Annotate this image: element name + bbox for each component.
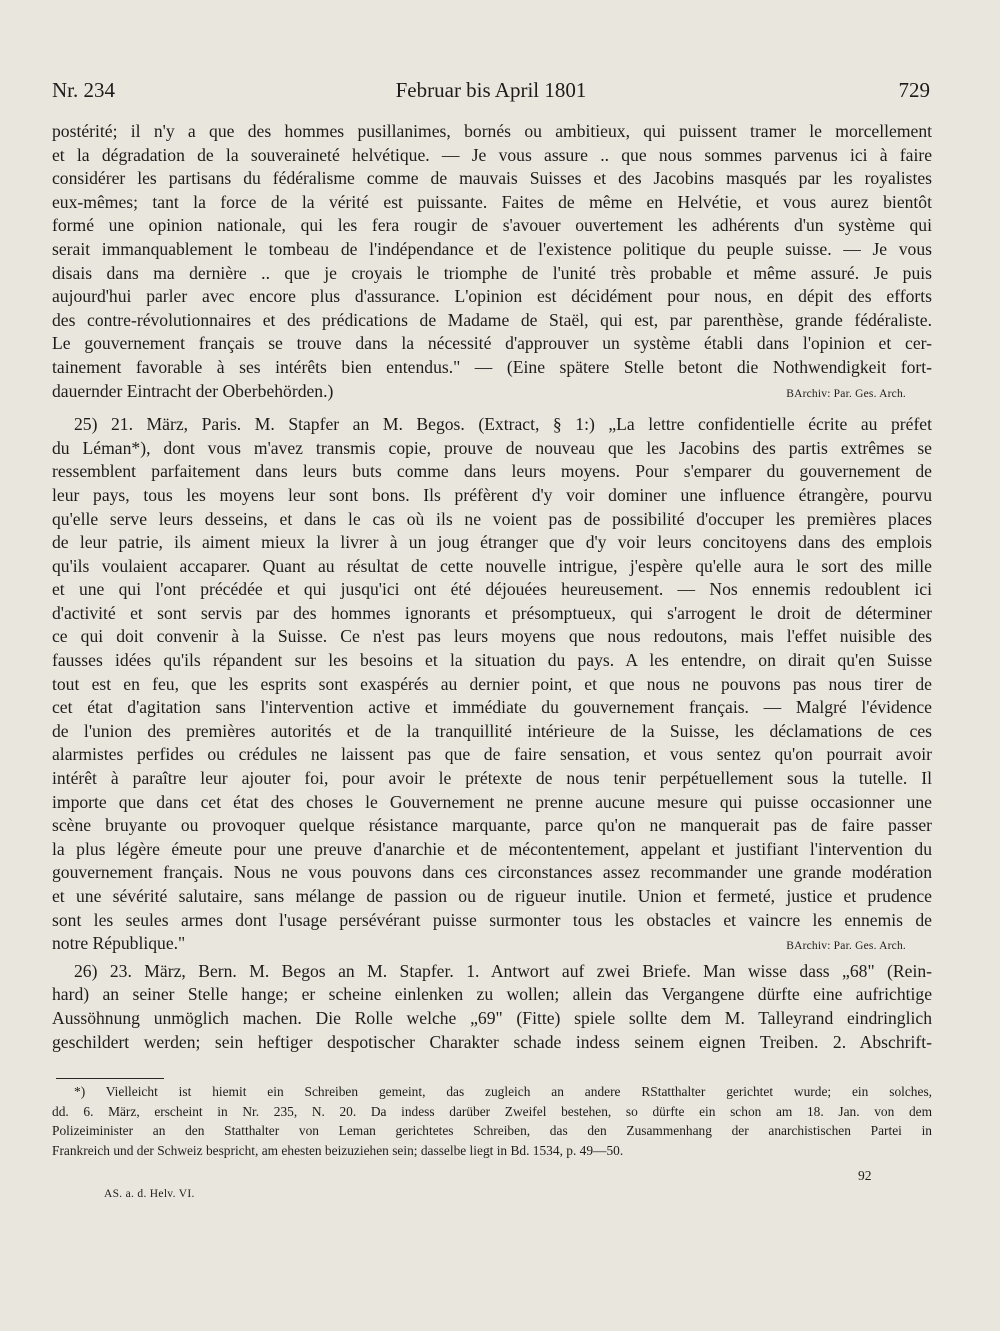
footnote	[52, 1082, 932, 1160]
running-head	[52, 78, 930, 106]
entry-heading-line: 26) 23. März, Bern. M. Begos an M. Stapfer. 1. Antwort auf zwei Briefe. Man wisse dass „68" (Rein-	[74, 960, 932, 981]
text-line: disais dans ma dernière .. que je croyais le triomphe de l'unité très probable et même assuré. Je puis	[52, 262, 932, 283]
text-line-with-citation	[52, 380, 932, 404]
footnote-line: dd. 6. März, erscheint in Nr. 235, N. 20. Da indess darüber Zweifel bestehen, so dürfte ein schon am 18. Jan. von dem	[52, 1103, 932, 1119]
running-title: Februar bis April 1801	[395, 78, 587, 102]
text-line: qu'ils voulaient accaparer. Quant au résultat de cette nouvelle intrigue, j'espère qu'elle aura le sort des mille	[52, 555, 932, 576]
text-line: ce qui doit convenir à la Suisse. Ce n'est pas leurs moyens que nous redoutons, mais l'effet nuisible des	[52, 626, 932, 647]
text-line: qu'elle serve leurs desseins, et dans le cas où ils ne voient pas de possibilité d'occuper les premières places	[52, 508, 932, 529]
text-line: formé une opinion nationale, qui les fera rougir de s'avouer ouvertement les adhérents d'un système qui	[52, 215, 932, 236]
text-line: tout est en feu, que les esprits sont exaspérés au dernier point, et que nous ne pouvons pas nous tirer de	[52, 673, 932, 694]
footnote-divider	[56, 1078, 164, 1079]
text-line: du Léman*), dont vous m'avez transmis copie, prouve de nouveau que les Jacobins des partis extrêmes se	[52, 437, 932, 458]
text-line: ressemblent parfaitement dans leurs buts comme dans leurs moyens. Pour s'emparer du gouvernement de	[52, 461, 932, 482]
text-line: alarmistes perfides ou crédules ne laissent pas que de faire sensation, et vous sentez qu'on pourrait avoir	[52, 744, 932, 765]
text-line: et la dégradation de la souveraineté helvétique. — Je vous assure .. que nous sommes parvenus ici à faire	[52, 144, 932, 165]
entry-26	[52, 960, 932, 1054]
text-line: Le gouvernement français se trouve dans la nécessité d'approuver un système établi dans l'opinion et cer-	[52, 333, 932, 354]
text-line: intérêt à paraître leur ajouter foi, pour avoir le prétexte de nous tenir perpétuellement sous la tutelle. Il	[52, 768, 932, 789]
text-line: et une qui l'ont précédée et qui jusqu'ici ont été déjouées heureusement. — Nos ennemis redoublent ici	[52, 579, 932, 600]
text-line-with-citation	[52, 932, 932, 956]
text-line: des contre-révolutionnaires et des prédications de Madame de Staël, qui est, par parenthèse, grande fédéraliste.	[52, 309, 932, 330]
entry-heading-line: 25) 21. März, Paris. M. Stapfer an M. Begos. (Extract, § 1:) „La lettre confidentielle écrite au préfet	[74, 414, 932, 435]
text-line: eux-mêmes; tant la force de la vérité est puissante. Faites de même en Helvétie, et vous aurez bientôt	[52, 191, 932, 212]
text-line: sont les seules armes dont l'usage persévérant puisse surmonter tous les obstacles et vaincre les ennemis de	[52, 909, 932, 930]
footnote-line: Polizeiminister an den Statthalter von Leman gerichtetes Schreiben, das den Zusammenhang der anarchistischen Partei in	[52, 1123, 932, 1139]
archive-citation: BArchiv: Par. Ges. Arch.	[786, 940, 906, 953]
document-number: Nr. 234	[52, 78, 115, 102]
text-line: aujourd'hui parler avec encore plus d'assurance. L'opinion est décidément pour nous, en dépit des efforts	[52, 286, 932, 307]
entry-25	[52, 413, 932, 956]
text-line: hard) an seiner Stelle hange; er scheine einlenken zu wollen; allein das Vergangene dürfte eine aufrichtige	[52, 984, 932, 1005]
text-line: de l'union des premières autorités et de la tranquillité intérieure de la Suisse, les déclamations de ces	[52, 720, 932, 741]
text-line: importe que dans cet état des choses le Gouvernement ne prenne aucune mesure qui puisse occasionner une	[52, 791, 932, 812]
text-line: postérité; il n'y a que des hommes pusillanimes, bornés ou ambitieux, qui puissent tramer le morcellement	[52, 121, 932, 141]
text-line: dauernder Eintracht der Oberbehörden.)	[52, 380, 334, 401]
text-line: considérer les partisans du fédéralisme comme de mauvais Suisses et des Jacobins masqués par les royalistes	[52, 168, 932, 189]
text-line: leur pays, tous les moyens leur sont bons. Ils préfèrent d'y voir dominer une influence étrangère, pourvu	[52, 484, 932, 505]
text-line: gouvernement français. Nous ne vous pouvons dans ces circonstances assez recommander une grande modération	[52, 862, 932, 883]
text-line: fausses idées qu'ils répandent sur les besoins et la situation du pays. A les entendre, on dirait qu'en Suisse	[52, 650, 932, 671]
sheet-number: 92	[858, 1168, 872, 1183]
text-line: Aussöhnung unmöglich machen. Die Rolle welche „69" (Fitte) spiele sollte dem M. Talleyrand eindringlich	[52, 1007, 932, 1028]
text-line: scène bruyante ou provoquer quelque résistance marquante, parce qu'on ne manquerait pas de faire passer	[52, 815, 932, 836]
archive-citation: BArchiv: Par. Ges. Arch.	[786, 387, 906, 400]
text-line: la plus légère émeute pour une preuve d'anarchie et de mécontentement, appelant et justifiant l'intervention du	[52, 838, 932, 859]
text-line: notre République."	[52, 933, 186, 954]
signature-mark: AS. a. d. Helv. VI.	[104, 1188, 195, 1200]
footnote-line: Frankreich und der Schweiz bespricht, am ehesten beizuziehen sein; dasselbe liegt in Bd. 1534, p. 49—50.	[52, 1142, 624, 1158]
text-line: et une sévérité salutaire, sans mélange de passion ou de rigueur inutile. Union et fermeté, justice et prudence	[52, 886, 932, 906]
paragraph-continuation	[52, 120, 932, 403]
text-line: cet état d'agitation sans l'intervention active et immédiate du gouvernement français. — Malgré l'évidence	[52, 697, 932, 718]
text-line: geschildert werden; sein heftiger despotischer Charakter schade indess seinem eignen Treiben. 2. Abschrift-	[52, 1031, 932, 1052]
footnote-line: *) Vielleicht ist hiemit ein Schreiben gemeint, das zugleich an andere RStatthalter gerichtet wurde; ein solches,	[74, 1084, 932, 1099]
text-line: d'activité et sont servis par des hommes ignorants et présomptueux, qui s'arrogent le droit de déterminer	[52, 602, 932, 623]
text-line: de leur patrie, ils aiment mieux la livrer à un joug étranger que d'y voir leurs concitoyens dans des emplois	[52, 532, 932, 553]
text-line: tainement favorable à ses intérêts bien entendus." — (Eine spätere Stelle betont die Nothwendigkeit fort-	[52, 356, 932, 377]
page-number: 729	[898, 78, 930, 102]
text-line: serait immanquablement le tombeau de l'indépendance et de l'existence politique du peuple suisse. — Je vous	[52, 238, 932, 259]
main-text	[52, 120, 932, 1054]
